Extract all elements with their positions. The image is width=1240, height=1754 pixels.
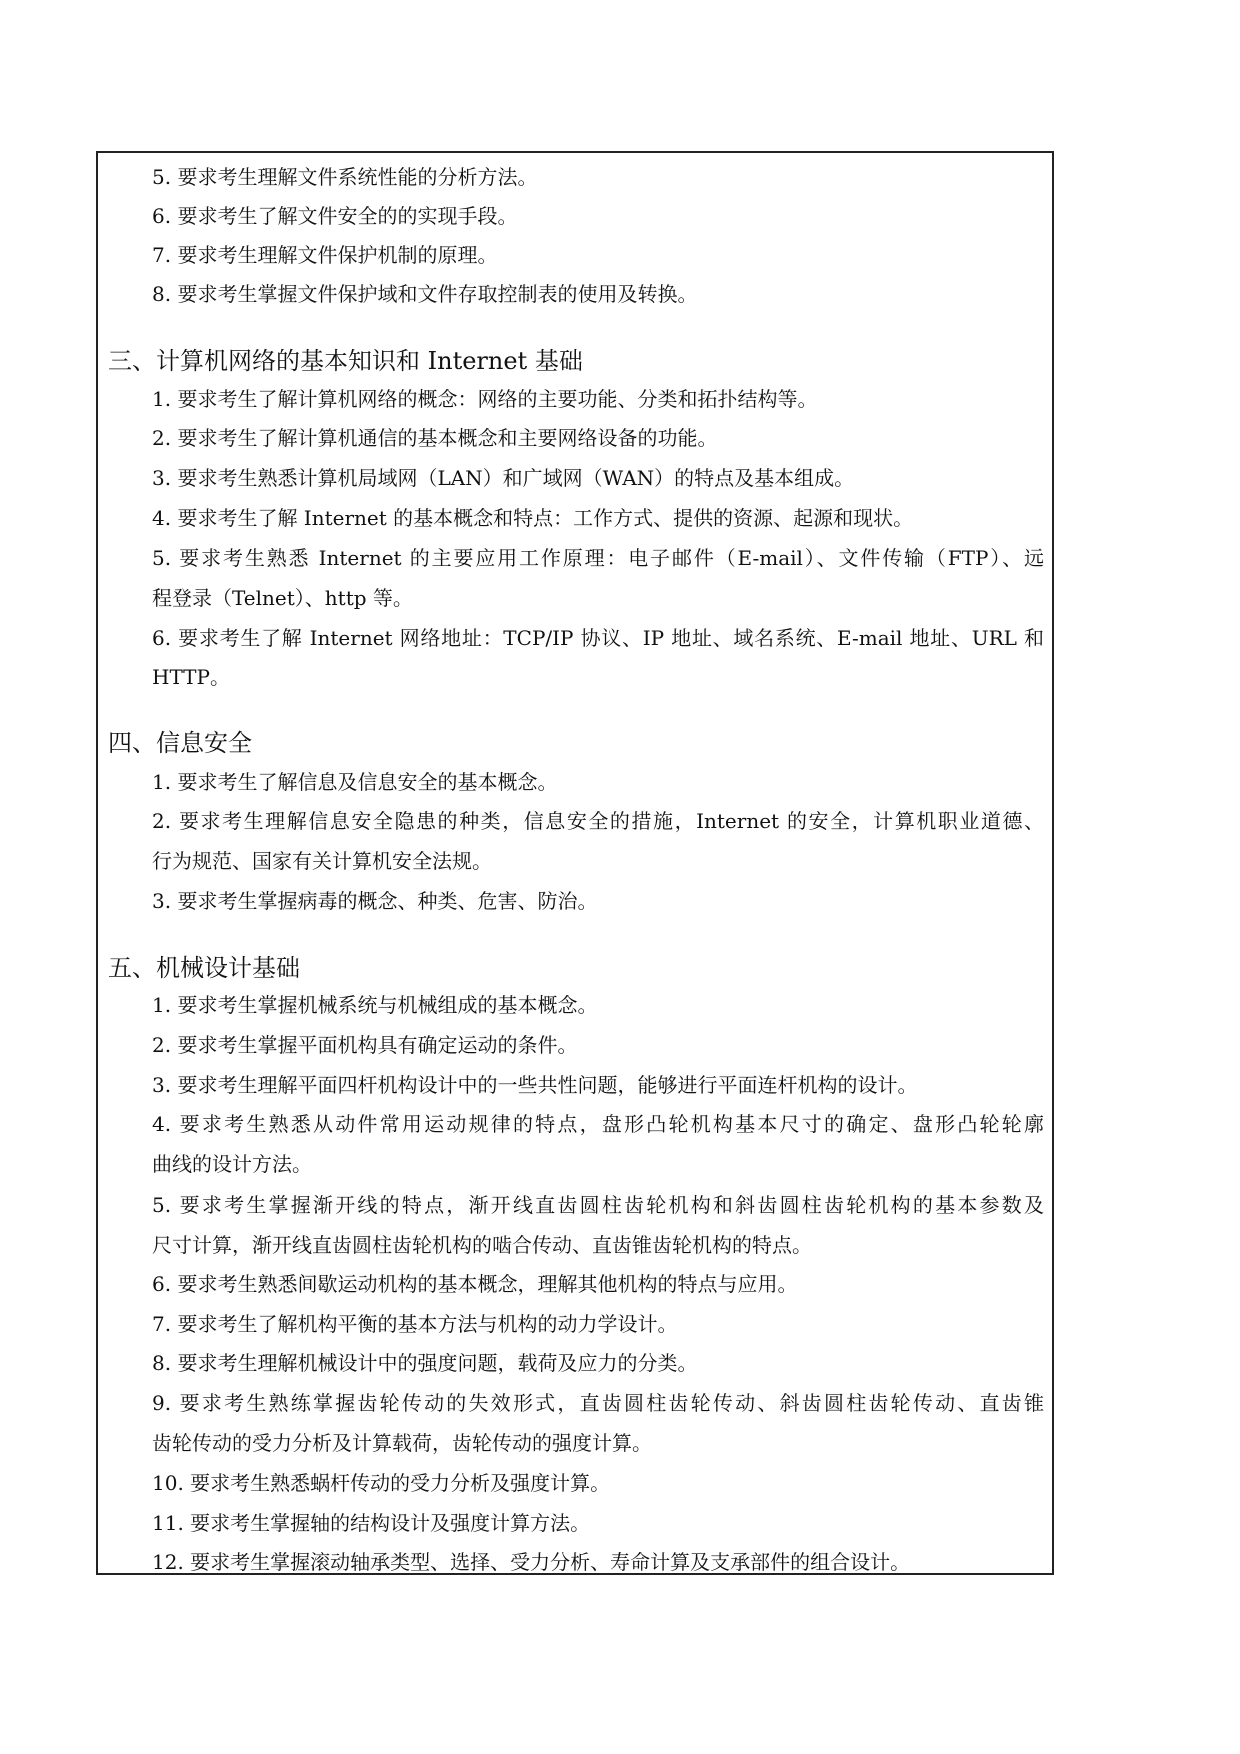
list-item-continuation: 曲线的设计方法。 <box>152 1152 312 1176</box>
list-item: 3. 要求考生掌握病毒的概念、种类、危害、防治。 <box>152 889 598 913</box>
list-item-continuation: 程登录（Telnet）、http 等。 <box>152 586 413 610</box>
section-heading: 四、信息安全 <box>108 729 252 757</box>
list-item: 2. 要求考生了解计算机通信的基本概念和主要网络设备的功能。 <box>152 426 718 450</box>
list-item: 5. 要求考生掌握渐开线的特点，渐开线直齿圆柱齿轮机构和斜齿圆柱齿轮机构的基本参数及 <box>152 1193 1044 1217</box>
list-item: 7. 要求考生了解机构平衡的基本方法与机构的动力学设计。 <box>152 1312 678 1336</box>
list-item: 5. 要求考生熟悉 Internet 的主要应用工作原理：电子邮件（E-mail）、文件传输（FTP）、远 <box>152 546 1044 570</box>
list-item: 4. 要求考生了解 Internet 的基本概念和特点：工作方式、提供的资源、起源和现状。 <box>152 506 914 530</box>
list-item-continuation: 齿轮传动的受力分析及计算载荷，齿轮传动的强度计算。 <box>152 1431 652 1455</box>
list-item: 1. 要求考生掌握机械系统与机械组成的基本概念。 <box>152 993 598 1017</box>
list-item-continuation: 行为规范、国家有关计算机安全法规。 <box>152 849 492 873</box>
list-item: 6. 要求考生了解文件安全的的实现手段。 <box>152 204 518 228</box>
list-item: 9. 要求考生熟练掌握齿轮传动的失效形式，直齿圆柱齿轮传动、斜齿圆柱齿轮传动、直齿锥 <box>152 1391 1044 1415</box>
list-item: 1. 要求考生了解信息及信息安全的基本概念。 <box>152 770 558 794</box>
list-item: 5. 要求考生理解文件系统性能的分析方法。 <box>152 165 538 189</box>
list-item: 10. 要求考生熟悉蜗杆传动的受力分析及强度计算。 <box>152 1471 611 1495</box>
section-heading: 三、计算机网络的基本知识和 Internet 基础 <box>108 347 583 375</box>
section-heading: 五、机械设计基础 <box>108 954 300 982</box>
list-item: 8. 要求考生理解机械设计中的强度问题，载荷及应力的分类。 <box>152 1351 698 1375</box>
list-item-continuation: 尺寸计算，渐开线直齿圆柱齿轮机构的啮合传动、直齿锥齿轮机构的特点。 <box>152 1233 812 1257</box>
list-item: 6. 要求考生了解 Internet 网络地址：TCP/IP 协议、IP 地址、域名系统、E-mail 地址、URL 和 <box>152 626 1044 650</box>
list-item: 12. 要求考生掌握滚动轴承类型、选择、受力分析、寿命计算及支承部件的组合设计。 <box>152 1550 911 1574</box>
list-item: 6. 要求考生熟悉间歇运动机构的基本概念，理解其他机构的特点与应用。 <box>152 1272 798 1296</box>
list-item: 3. 要求考生理解平面四杆机构设计中的一些共性问题，能够进行平面连杆机构的设计。 <box>152 1073 918 1097</box>
list-item: 7. 要求考生理解文件保护机制的原理。 <box>152 243 498 267</box>
list-item: 4. 要求考生熟悉从动件常用运动规律的特点，盘形凸轮机构基本尺寸的确定、盘形凸轮轮廓 <box>152 1112 1044 1136</box>
list-item: 3. 要求考生熟悉计算机局域网（LAN）和广域网（WAN）的特点及基本组成。 <box>152 466 855 490</box>
list-item: 11. 要求考生掌握轴的结构设计及强度计算方法。 <box>152 1511 591 1535</box>
list-item: 8. 要求考生掌握文件保护域和文件存取控制表的使用及转换。 <box>152 282 698 306</box>
list-item: 2. 要求考生理解信息安全隐患的种类，信息安全的措施，Internet 的安全，计算机职业道德、 <box>152 809 1044 833</box>
list-item: 2. 要求考生掌握平面机构具有确定运动的条件。 <box>152 1033 578 1057</box>
list-item: 1. 要求考生了解计算机网络的概念：网络的主要功能、分类和拓扑结构等。 <box>152 387 818 411</box>
list-item-continuation: HTTP。 <box>152 665 230 689</box>
